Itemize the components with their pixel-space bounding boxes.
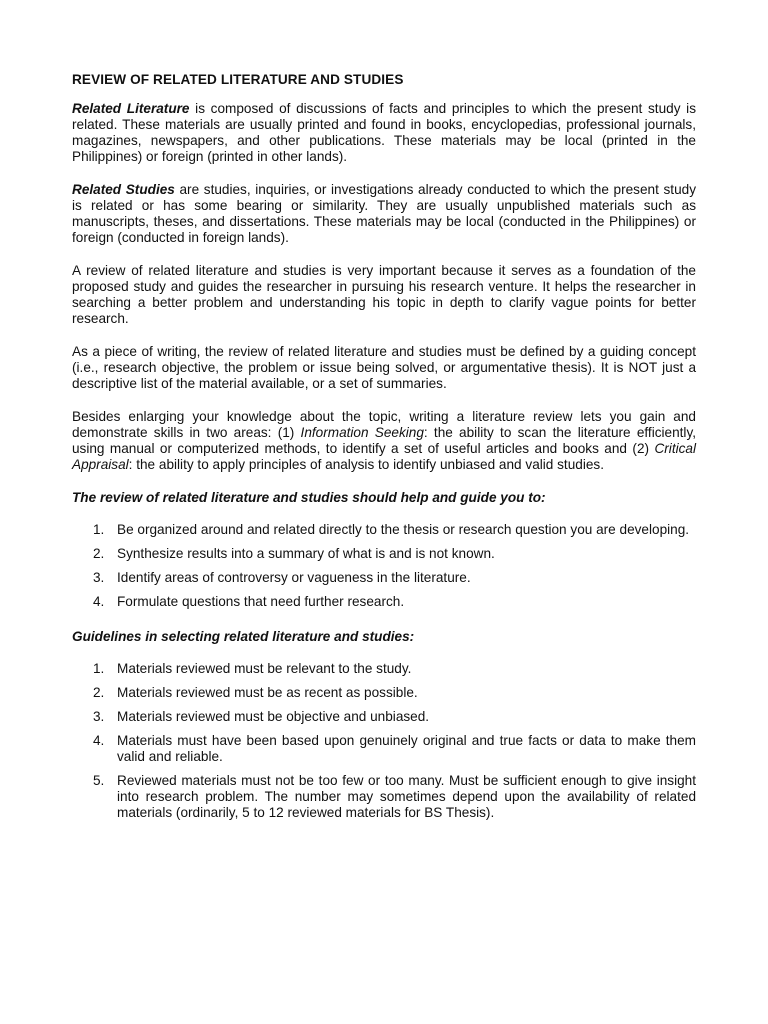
- list-item: [72, 570, 696, 586]
- guidelines-list: [72, 661, 696, 821]
- paragraph-importance: A review of related literature and studies is very important because it serves as a foundation of the proposed study and guides the researcher in pursuing his research venture. It helps the researcher in searching a better problem and understanding his topic in depth to clarify vague points for better research.: [72, 263, 696, 326]
- term-related-literature: Related Literature: [72, 101, 190, 116]
- list-item: [72, 546, 696, 562]
- guide-list: [72, 522, 696, 610]
- term-related-studies: Related Studies: [72, 182, 175, 197]
- paragraph-text: is composed of discussions of facts and principles to which the present study is related. These materials are usually printed and found in books, encyclopedias, professional journals, magazines, newspapers, and other publications. These materials may be local (printed in the Philippines) or foreign (printed in other lands).: [72, 101, 696, 164]
- paragraph-text: Besides enlarging your knowledge about the topic, writing a literature review lets you gain and demonstrate skills in two areas: (1): [72, 409, 696, 440]
- paragraph-related-literature: [72, 101, 696, 165]
- list-item: [72, 685, 696, 701]
- list-number: 5.: [93, 773, 105, 788]
- paragraph-text: : the ability to apply principles of analysis to identify unbiased and valid studies.: [128, 457, 604, 472]
- paragraph-text: : the ability to scan the literature efficiently, using manual or computerized methods, to identify a set of useful articles and books and (2): [72, 425, 697, 456]
- list-text: Materials reviewed must be relevant to the study.: [117, 661, 412, 676]
- list-item: [72, 773, 696, 821]
- list-number: 4.: [93, 594, 105, 609]
- list-text: Materials reviewed must be as recent as possible.: [117, 685, 418, 700]
- list-number: 4.: [93, 733, 105, 748]
- section-heading-guidelines: Guidelines in selecting related literature and studies:: [72, 629, 415, 644]
- list-number: 2.: [93, 685, 105, 700]
- document-page: [72, 72, 696, 840]
- paragraph-guiding-concept: As a piece of writing, the review of related literature and studies must be defined by a guiding concept (i.e., research objective, the problem or issue being solved, or argumentative thesis). It is NOT just a descriptive list of the material available, or a set of summaries.: [72, 344, 696, 391]
- paragraph-skills: [72, 409, 696, 473]
- list-text: Materials reviewed must be objective and unbiased.: [117, 709, 430, 724]
- list-text: Identify areas of controversy or vagueness in the literature.: [117, 570, 471, 585]
- list-item: [72, 594, 696, 610]
- list-number: 1.: [93, 661, 105, 676]
- list-text: Materials must have been based upon genuinely original and true facts or data to make them valid and reliable.: [117, 733, 696, 764]
- page-title: REVIEW OF RELATED LITERATURE AND STUDIES: [72, 72, 404, 87]
- list-item: [72, 733, 696, 765]
- term-critical-appraisal: Critical Appraisal: [72, 441, 696, 472]
- list-text: Formulate questions that need further research.: [117, 594, 405, 609]
- list-item: [72, 709, 696, 725]
- list-text: Be organized around and related directly to the thesis or research question you are developing.: [117, 522, 690, 537]
- list-item: [72, 522, 696, 538]
- list-number: 2.: [93, 546, 105, 561]
- paragraph-text: are studies, inquiries, or investigations already conducted to which the present study is related or has some bearing or similarity. They are usually unpublished materials such as manuscripts, theses, and dissertations. These materials may be local (conducted in the Philippines) or foreign (conducted in foreign lands).: [72, 182, 696, 245]
- paragraph-related-studies: [72, 182, 696, 246]
- list-item: [72, 661, 696, 677]
- list-number: 1.: [93, 522, 105, 537]
- section-heading-guide: The review of related literature and studies should help and guide you to:: [72, 490, 546, 505]
- term-information-seeking: Information Seeking: [300, 425, 424, 440]
- list-text: Synthesize results into a summary of what is and is not known.: [117, 546, 495, 561]
- list-number: 3.: [93, 570, 105, 585]
- list-text: Reviewed materials must not be too few or too many. Must be sufficient enough to give insight into research problem. The number may sometimes depend upon the availability of related materials (ordinarily, 5 to 12 reviewed materials for BS Thesis).: [117, 773, 696, 820]
- list-number: 3.: [93, 709, 105, 724]
